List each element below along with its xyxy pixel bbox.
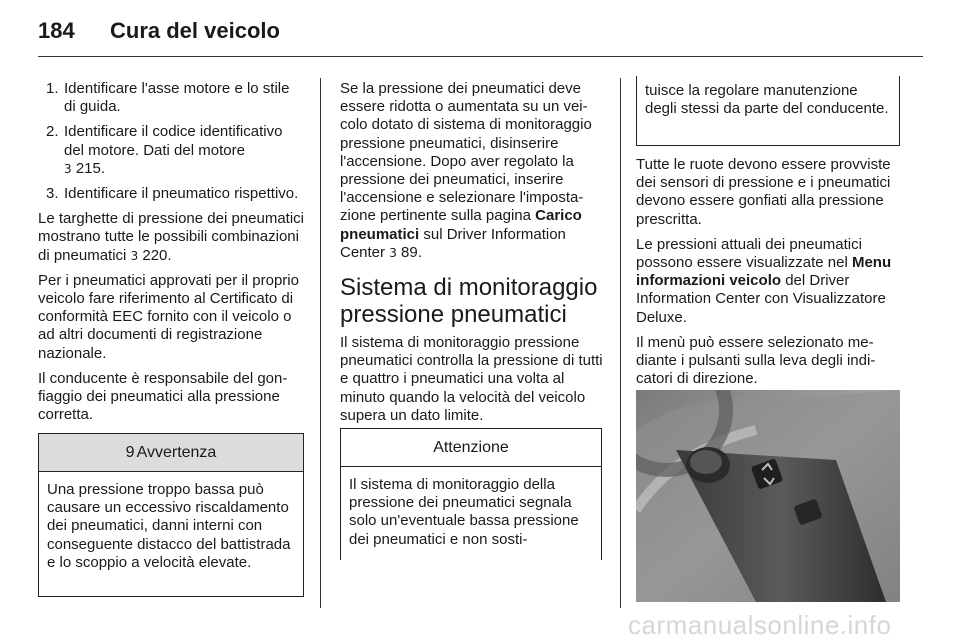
section-title: Sistema di monitoraggio pressione pneumatici: [340, 274, 598, 329]
steps-list: [38, 80, 304, 203]
attention-title: Attenzione: [433, 438, 509, 456]
paragraph: Le pressioni attuali dei pneumatici possono essere visualizzate nel Menu informazioni veicolo del Driver Information Center con Visualizzatore Deluxe.: [636, 235, 892, 326]
triangle-ref-icon: 3: [389, 245, 397, 260]
page-number: 184: [38, 18, 75, 43]
page-header: [38, 14, 923, 54]
column-divider-1: [320, 78, 321, 608]
attention-box-continued: [636, 76, 900, 146]
column-divider-2: [620, 78, 621, 608]
column-1: [38, 80, 304, 431]
attention-body-continued: tuisce la regolare manutenzione degli stessi da parte del conducente.: [645, 82, 889, 118]
paragraph: Il conducente è responsabile del gonfiaggio dei pneumatici alla pressione corretta.: [38, 369, 288, 424]
paragraph: Il menù può essere selezionato mediante i pulsanti sulla leva degli indicatori di direzione.: [636, 333, 876, 388]
warning-triangle-icon: 9: [125, 443, 135, 461]
page-reference[interactable]: 220.: [142, 246, 172, 264]
warning-body: Una pressione troppo bassa può causare un eccessivo riscaldamento dei pneumatici, danni interni con conseguente distacco del battistrada e lo scoppio a velocità elevate.: [47, 481, 291, 571]
indicator-stalk-illustration: [636, 390, 900, 602]
chapter-title: Cura del veicolo: [110, 18, 280, 43]
warning-box-header: [39, 434, 303, 472]
attention-box-header: [341, 429, 601, 467]
attention-box: [340, 428, 602, 560]
list-item: 1. Identificare l'asse motore e lo stile di guida.: [46, 80, 290, 116]
column-3: [636, 156, 904, 395]
column-2: [340, 80, 606, 432]
triangle-ref-icon: 3: [130, 248, 139, 263]
stalk-photo: [636, 390, 900, 602]
menu-reference: Carico pneumatici: [340, 207, 582, 243]
triangle-ref-icon: 3: [64, 161, 72, 176]
header-rule: [38, 56, 923, 57]
watermark: carmanualsonline.info: [628, 610, 892, 640]
paragraph: Le targhette di pressione dei pneumatici mostrano tutte le possibili combinazioni di pneumatici 3 220.: [38, 210, 305, 264]
attention-body: Il sistema di monitoraggio della pressione dei pneumatici segnala solo un'eventuale bassa pressione dei pneumatici e non sosti-: [349, 476, 579, 548]
warning-box: [38, 433, 304, 597]
list-item: 3. Identificare il pneumatico rispettivo.: [46, 185, 299, 203]
list-item: 2. Identificare il codice identificativo del motore. Dati del motore 3 215.: [46, 123, 283, 177]
menu-reference: Menu informazioni veicolo: [636, 254, 892, 290]
paragraph: Se la pressione dei pneumatici deve essere ridotta o aumentata su un veicolo dotato di sistema di monitoraggio pressione pneumatici, disinserire l'accensione. Dopo aver regolato la pressione dei pneumatici, inserire l'accensione e selezionare l'impostazione pertinente sulla pagina Carico pneumatici sul Driver Information Center 3 89.: [340, 80, 592, 261]
warning-title: Avvertenza: [136, 443, 217, 461]
page-reference[interactable]: 89.: [401, 243, 422, 261]
paragraph: Per i pneumatici approvati per il proprio veicolo fare riferimento al Certificato di conformità EEC fornito con il veicolo o ad altri documenti di registrazione nazionale.: [38, 271, 299, 362]
paragraph: Tutte le ruote devono essere provviste dei sensori di pressione e i pneumatici devono essere gonfiati alla pressione prescritta.: [636, 156, 891, 228]
paragraph: Il sistema di monitoraggio pressione pneumatici controlla la pressione di tutti e quattro i pneumatici una volta al minuto quando la velocità del veicolo supera un dato limite.: [340, 334, 603, 424]
page-reference[interactable]: 215.: [75, 159, 106, 177]
